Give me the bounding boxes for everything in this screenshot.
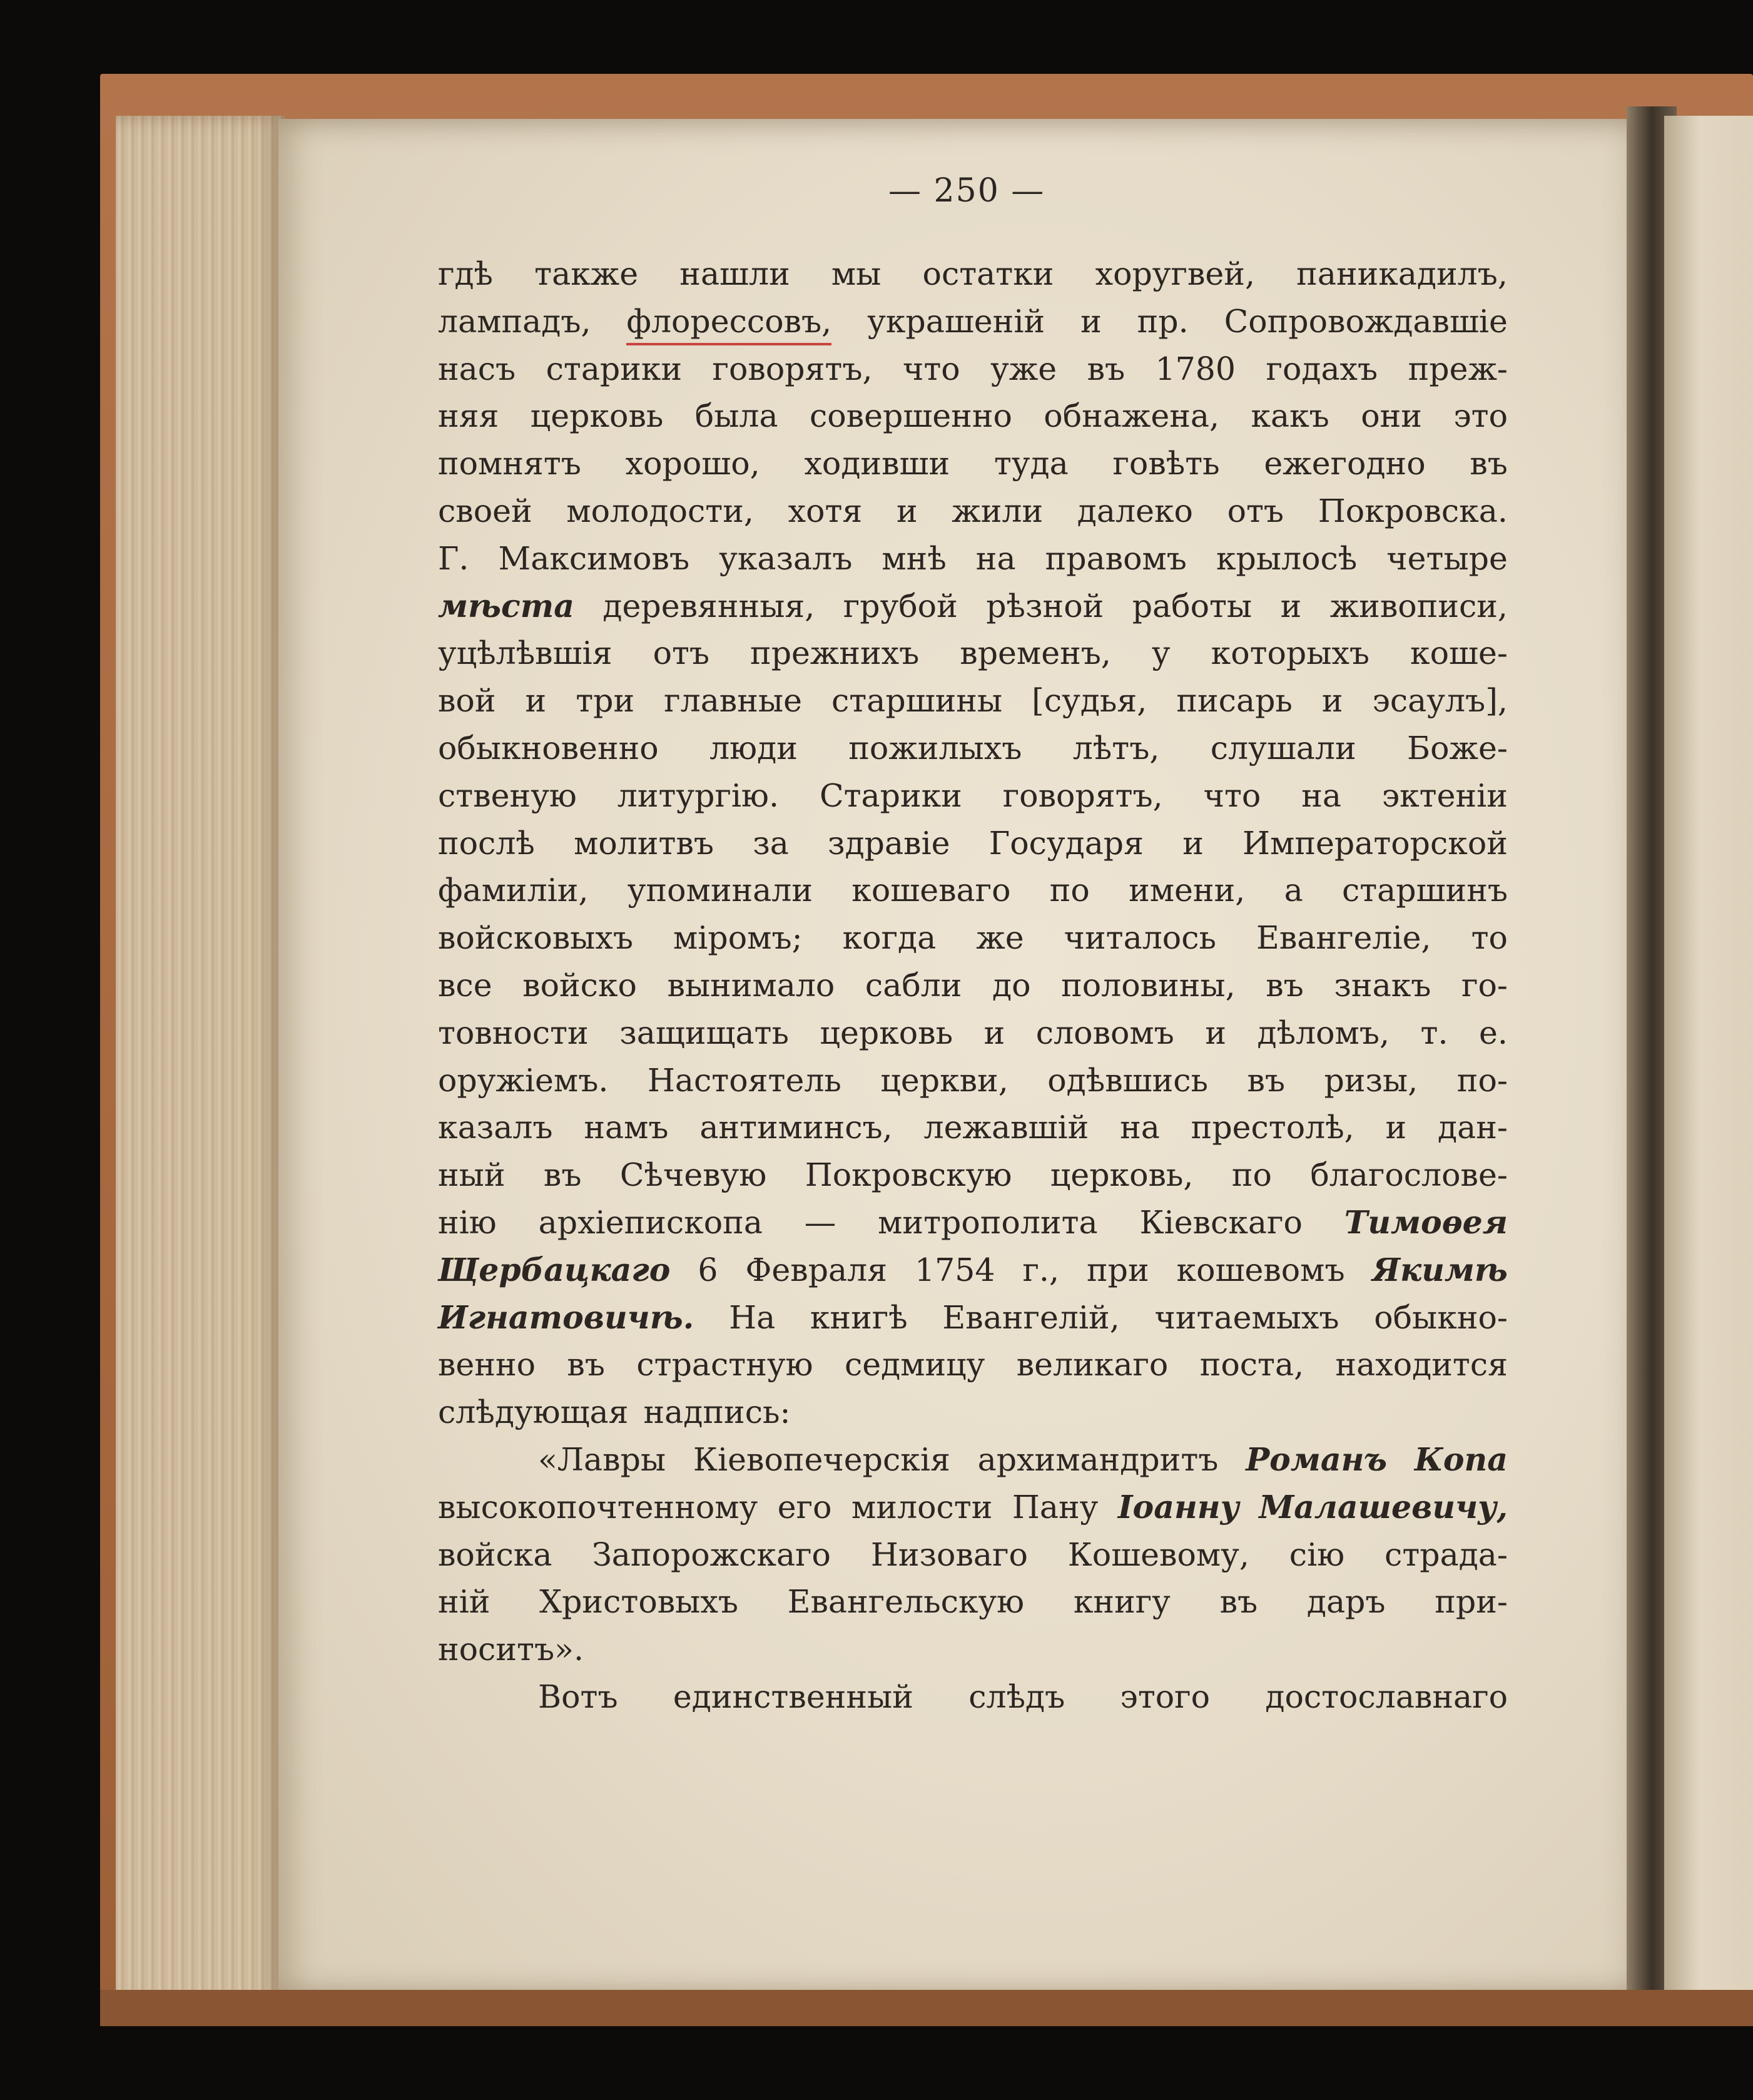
word: т. — [1420, 1014, 1448, 1051]
word: они — [1361, 397, 1422, 435]
text-line — [438, 440, 1508, 487]
word: 1780 — [1155, 350, 1236, 387]
word: была — [694, 397, 778, 435]
text-line — [438, 914, 1508, 962]
word: страстную — [636, 1346, 813, 1384]
text-line — [438, 250, 1508, 298]
word: единственный — [673, 1678, 913, 1715]
word: какъ — [1251, 397, 1329, 435]
word: и — [525, 682, 547, 720]
text-line — [438, 867, 1508, 914]
word: жили — [952, 492, 1044, 529]
word: въ — [1219, 1583, 1258, 1621]
word: антиминсъ, — [699, 1109, 893, 1146]
word: главные — [664, 682, 802, 720]
text-line — [438, 535, 1508, 583]
text-line — [438, 1531, 1508, 1579]
word: Г. — [438, 539, 469, 577]
word: и — [1205, 1014, 1226, 1051]
word: туда — [993, 445, 1069, 482]
text-line — [438, 583, 1508, 630]
word: Февраля — [745, 1251, 888, 1288]
word: Христовыхъ — [539, 1583, 738, 1621]
word: Романъ — [1246, 1440, 1388, 1478]
page-number: — 250 — — [888, 172, 1045, 210]
text-line — [438, 1009, 1508, 1057]
word: имени, — [1129, 872, 1246, 909]
word: Копа — [1414, 1440, 1508, 1478]
word: Якимѣ — [1372, 1251, 1508, 1288]
word: упоминали — [627, 872, 813, 909]
word: здравіе — [828, 824, 950, 862]
word: прежнихъ — [750, 635, 920, 672]
word: въ — [543, 1156, 582, 1194]
word: и — [1321, 682, 1343, 720]
word: высокопочтенному — [438, 1488, 758, 1526]
word: въ — [1247, 1061, 1286, 1099]
word: міромъ; — [673, 919, 803, 957]
word: лѣтъ, — [1072, 729, 1160, 767]
word: въ — [567, 1346, 605, 1384]
word: годахъ — [1266, 350, 1378, 387]
text-line — [438, 1341, 1508, 1389]
word: Императорской — [1242, 824, 1508, 862]
word: Игнатовичѣ. — [438, 1298, 694, 1336]
book-bottom-edge — [100, 1990, 1753, 2026]
word: оружіемъ. — [438, 1061, 609, 1099]
word: преж- — [1408, 350, 1508, 387]
word: на — [1301, 777, 1341, 814]
word: молитвъ — [574, 824, 714, 862]
word: это — [1453, 397, 1508, 435]
word: сію — [1289, 1536, 1345, 1573]
word: достославнаго — [1265, 1678, 1508, 1715]
word: войсковыхъ — [438, 919, 633, 957]
word: слушали — [1210, 729, 1356, 767]
text-line — [438, 1246, 1508, 1294]
word: кошеваго — [851, 872, 1011, 909]
word: г., — [1022, 1251, 1060, 1288]
facing-page-edge — [1664, 116, 1753, 2018]
word: а — [1284, 872, 1303, 909]
text-line — [438, 677, 1508, 725]
text-line — [438, 298, 1508, 345]
text-line — [438, 962, 1508, 1009]
word: писарь — [1176, 682, 1293, 720]
word: что — [902, 350, 960, 387]
word: слѣдъ — [968, 1678, 1065, 1715]
word: обыкно- — [1374, 1298, 1508, 1336]
word: Покровска. — [1318, 492, 1508, 529]
word: церковь, — [1050, 1156, 1194, 1194]
word: нашли — [679, 255, 790, 292]
word: Сопровождавшіе — [1224, 302, 1508, 340]
word: е. — [1479, 1014, 1508, 1051]
word: по — [1049, 872, 1090, 909]
word: казалъ — [438, 1109, 553, 1146]
word: словомъ — [1035, 1014, 1174, 1051]
word: сабли — [865, 966, 962, 1004]
word: 6 — [698, 1251, 718, 1288]
word: старшины — [831, 682, 1003, 720]
word: совершенно — [810, 397, 1012, 435]
word: обнажена, — [1044, 397, 1220, 435]
word: венно — [438, 1346, 536, 1384]
word: коше- — [1410, 635, 1508, 672]
word: его — [777, 1488, 832, 1526]
word: отъ — [1227, 492, 1284, 529]
word: своей — [438, 492, 532, 529]
word: читалось — [1064, 919, 1216, 957]
word: надпись: — [643, 1394, 791, 1431]
text-line — [438, 487, 1508, 535]
word: также — [534, 255, 639, 292]
word: намъ — [584, 1109, 669, 1146]
word: церкви, — [880, 1061, 1009, 1099]
text-line — [438, 820, 1508, 867]
word: Малашевичу, — [1259, 1488, 1508, 1526]
word: церковь — [530, 397, 664, 435]
word: гдѣ — [438, 255, 494, 292]
word: при — [1086, 1251, 1149, 1288]
text-line — [438, 629, 1508, 677]
text-line — [438, 1673, 1508, 1721]
word: временъ, — [960, 635, 1111, 672]
word: даръ — [1306, 1583, 1386, 1621]
word: Покровскую — [805, 1156, 1012, 1194]
word: носитъ». — [438, 1631, 584, 1668]
word: работы — [1132, 587, 1253, 624]
word: говѣть — [1112, 445, 1220, 482]
word: седмицу — [844, 1346, 985, 1384]
word: Вотъ — [538, 1678, 618, 1715]
word: Кошевому, — [1067, 1536, 1249, 1573]
word: Сѣчевую — [619, 1156, 767, 1194]
text-line — [438, 392, 1508, 440]
word: архіепископа — [538, 1203, 763, 1241]
word: Евангелій, — [942, 1298, 1120, 1336]
word: четыре — [1386, 539, 1508, 577]
text-line — [438, 1484, 1508, 1531]
word: до — [992, 966, 1031, 1004]
word: хоругвей, — [1095, 255, 1256, 292]
word: рѣзной — [986, 587, 1104, 624]
text-line — [438, 725, 1508, 772]
word: правомъ — [1045, 539, 1187, 577]
word: остатки — [922, 255, 1054, 292]
word: ственую — [438, 777, 577, 814]
word: и — [1385, 1109, 1407, 1146]
word: по- — [1456, 1061, 1508, 1099]
word: уцѣлѣвшія — [438, 635, 612, 672]
word: войска — [438, 1536, 552, 1573]
word: знакъ — [1334, 966, 1431, 1004]
word: поста, — [1199, 1346, 1304, 1384]
word: Кіевопечерскія — [693, 1440, 950, 1478]
word: насъ — [438, 350, 516, 387]
word: Запорожскаго — [592, 1536, 831, 1573]
word: послѣ — [438, 824, 535, 862]
word: въ — [1266, 966, 1304, 1004]
word: одѣвшись — [1047, 1061, 1209, 1099]
word: говорятъ, — [712, 350, 873, 387]
word: и — [896, 492, 918, 529]
word: по — [1231, 1156, 1272, 1194]
word: старшинъ — [1341, 872, 1508, 909]
word: ный — [438, 1156, 506, 1194]
word: грубой — [843, 587, 958, 624]
word: мы — [831, 255, 882, 292]
word: и — [983, 1014, 1005, 1051]
word: люди — [709, 729, 798, 767]
word: церковь — [820, 1014, 953, 1051]
word: отъ — [653, 635, 710, 672]
word: молодости, — [566, 492, 754, 529]
word: хотя — [788, 492, 863, 529]
word: ризы, — [1324, 1061, 1418, 1099]
word: — — [804, 1203, 836, 1241]
word: вой — [438, 682, 496, 720]
word: Настоятель — [647, 1061, 841, 1099]
word: дан- — [1438, 1109, 1508, 1146]
word: 1754 — [915, 1251, 995, 1288]
word: деревянныя, — [602, 587, 815, 624]
word: за — [753, 824, 789, 862]
word: Тимоѳея — [1344, 1203, 1508, 1241]
word: го- — [1461, 966, 1508, 1004]
word: украшеній — [867, 302, 1045, 340]
word: и — [1182, 824, 1204, 862]
text-line — [438, 1436, 1508, 1484]
word: милости — [851, 1488, 993, 1526]
word: когда — [842, 919, 937, 957]
word: Старики — [819, 777, 962, 814]
word: митрополита — [878, 1203, 1098, 1241]
word: у — [1151, 635, 1171, 672]
word: лежавшій — [923, 1109, 1089, 1146]
word: Боже- — [1407, 729, 1508, 767]
word: уже — [990, 350, 1057, 387]
word: архимандритъ — [977, 1440, 1219, 1478]
word: войско — [522, 966, 637, 1004]
word: ходивши — [804, 445, 950, 482]
text-line — [438, 1199, 1508, 1246]
word: читаемыхъ — [1154, 1298, 1339, 1336]
word: великаго — [1016, 1346, 1169, 1384]
word: литургію. — [617, 777, 780, 814]
word: хорошо, — [625, 445, 760, 482]
word: товности — [438, 1014, 589, 1051]
word: [судья, — [1032, 682, 1147, 720]
word: и — [1080, 302, 1102, 340]
word: старики — [546, 350, 683, 387]
word: пр. — [1137, 302, 1189, 340]
word: далеко — [1077, 492, 1193, 529]
word: На — [729, 1298, 776, 1336]
word: кошевомъ — [1176, 1251, 1345, 1288]
word: на — [1120, 1109, 1160, 1146]
word: книгѣ — [810, 1298, 908, 1336]
word: мѣста — [438, 587, 574, 624]
word: нію — [438, 1203, 497, 1241]
text-line — [438, 1057, 1508, 1104]
word: помнятъ — [438, 445, 581, 482]
word: Низоваго — [870, 1536, 1028, 1573]
word: три — [576, 682, 635, 720]
word: живописи, — [1329, 587, 1508, 624]
word: этого — [1120, 1678, 1211, 1715]
text-line — [438, 1626, 1508, 1673]
word: Евангеліе, — [1256, 919, 1431, 957]
text-line — [438, 1389, 1508, 1436]
word: лампадъ, — [438, 302, 591, 340]
word: же — [976, 919, 1024, 957]
word: ежегодно — [1264, 445, 1426, 482]
word: говорятъ, — [1002, 777, 1163, 814]
word: и — [1280, 587, 1302, 624]
word: защищать — [619, 1014, 789, 1051]
word: въ — [1470, 445, 1508, 482]
word: ній — [438, 1583, 490, 1621]
word: то — [1471, 919, 1508, 957]
word: на — [975, 539, 1016, 577]
word: пожилыхъ — [848, 729, 1022, 767]
word: няя — [438, 397, 499, 435]
word: эсаулъ], — [1372, 682, 1508, 720]
word: Пану — [1012, 1488, 1099, 1526]
word: флорессовъ, — [626, 298, 831, 345]
text-line — [438, 1294, 1508, 1342]
word: паникадилъ, — [1296, 255, 1508, 292]
word: обыкновенно — [438, 729, 659, 767]
word: которыхъ — [1211, 635, 1370, 672]
word: Евангельскую — [787, 1583, 1025, 1621]
word: дѣломъ, — [1257, 1014, 1390, 1051]
text-line — [438, 1104, 1508, 1151]
word: въ — [1087, 350, 1125, 387]
word: все — [438, 966, 492, 1004]
word: при- — [1435, 1583, 1508, 1621]
word: указалъ — [719, 539, 853, 577]
word: крылосѣ — [1216, 539, 1358, 577]
text-line — [438, 772, 1508, 820]
word: вынимало — [667, 966, 835, 1004]
word: Кіевскаго — [1139, 1203, 1303, 1241]
word: фамиліи, — [438, 872, 589, 909]
word: эктеніи — [1381, 777, 1508, 814]
text-line — [438, 1151, 1508, 1199]
word: слѣдующая — [438, 1394, 629, 1431]
word: благослове- — [1310, 1156, 1508, 1194]
word: находится — [1335, 1346, 1508, 1384]
word: половины, — [1061, 966, 1236, 1004]
word: Іоанну — [1117, 1488, 1239, 1526]
word: страда- — [1385, 1536, 1508, 1573]
text-line — [438, 345, 1508, 393]
word: что — [1203, 777, 1261, 814]
page-edges — [116, 116, 285, 2018]
word: мнѣ — [882, 539, 947, 577]
body-text — [438, 250, 1508, 1721]
word: Щербацкаго — [438, 1251, 671, 1288]
word: книгу — [1073, 1583, 1171, 1621]
word: престолѣ, — [1191, 1109, 1354, 1146]
word: Максимовъ — [498, 539, 690, 577]
word: «Лавры — [538, 1440, 666, 1478]
text-line — [438, 1578, 1508, 1626]
word: Государя — [988, 824, 1144, 862]
